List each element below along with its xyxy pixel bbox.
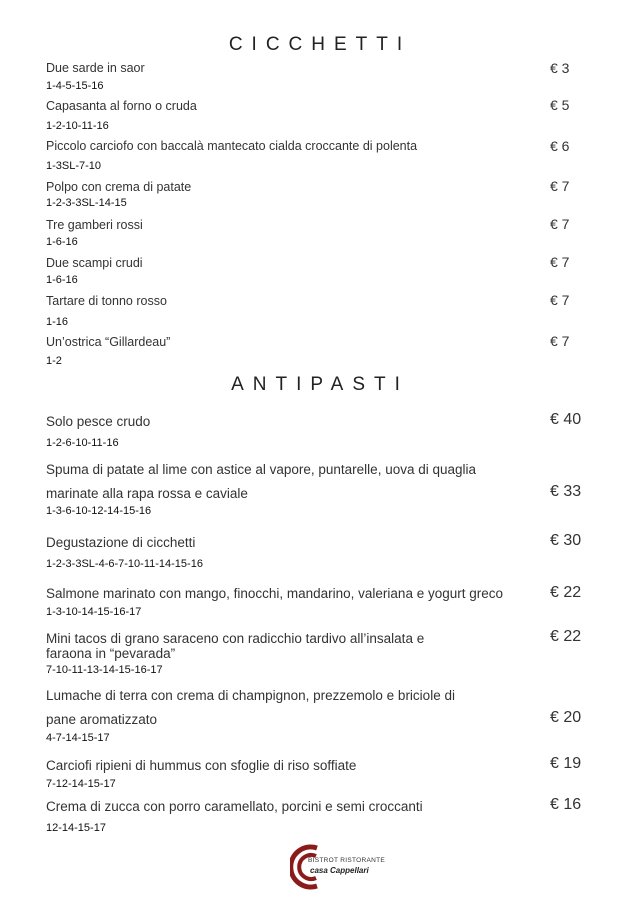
menu-item-allergens: 1-2-10-11-16 bbox=[46, 120, 109, 132]
menu-item-name: Mini tacos di grano saraceno con radicchio tardivo all’insalata e bbox=[46, 631, 425, 646]
menu-item-name: Carciofi ripieni di hummus con sfoglie di riso soffiate bbox=[46, 758, 357, 773]
menu-item-allergens: 1-3-6-10-12-14-15-16 bbox=[46, 505, 152, 517]
menu-item-allergens: 1-2-6-10-11-16 bbox=[46, 437, 119, 449]
menu-item-allergens: 1-4-5-15-16 bbox=[46, 80, 104, 92]
menu-item-allergens: 7-10-11-13-14-15-16-17 bbox=[46, 664, 163, 676]
menu-item-price: € 22 bbox=[550, 628, 582, 645]
menu-item-price: € 16 bbox=[550, 796, 582, 813]
menu-item-allergens: 1-2-3-3SL-4-6-7-10-11-14-15-16 bbox=[46, 558, 203, 570]
menu-item-name-cont: pane aromatizzato bbox=[46, 712, 158, 727]
menu-item-price: € 22 bbox=[550, 584, 582, 601]
menu-item-allergens: 4-7-14-15-17 bbox=[46, 732, 110, 744]
menu-item-price: € 7 bbox=[550, 216, 570, 232]
menu-item-allergens: 1-6-16 bbox=[46, 274, 78, 286]
menu-item-name: Spuma di patate al lime con astice al vapore, puntarelle, uova di quaglia bbox=[46, 462, 477, 477]
menu-item-price: € 40 bbox=[550, 411, 582, 428]
menu-item-allergens: 1-6-16 bbox=[46, 236, 78, 248]
menu-item-name: Crema di zucca con porro caramellato, porcini e semi croccanti bbox=[46, 799, 423, 814]
menu-item-name: Tre gamberi rossi bbox=[46, 218, 143, 232]
menu-item-allergens: 7-12-14-15-17 bbox=[46, 778, 116, 790]
menu-item-name-cont: faraona in “pevarada” bbox=[46, 646, 176, 661]
menu-item-price: € 33 bbox=[550, 483, 582, 500]
menu-item-price: € 5 bbox=[550, 97, 570, 113]
menu-item-allergens: 1-2-3-3SL-14-15 bbox=[46, 197, 127, 209]
menu-item-price: € 20 bbox=[550, 709, 582, 726]
menu-item-name: Salmone marinato con mango, finocchi, mandarino, valeriana e yogurt greco bbox=[46, 586, 504, 601]
logo-line1: BISTROT RISTORANTE bbox=[308, 857, 386, 864]
menu-item-name: Piccolo carciofo con baccalà mantecato cialda croccante di polenta bbox=[46, 139, 418, 153]
menu-item-price: € 7 bbox=[550, 333, 570, 349]
menu-item-price: € 30 bbox=[550, 532, 582, 549]
menu-item-allergens: 1-3SL-7-10 bbox=[46, 160, 102, 172]
section-title-cicchetti: CICCHETTI bbox=[228, 34, 412, 55]
menu-item-allergens: 1-16 bbox=[46, 316, 69, 328]
menu-item-name-cont: marinate alla rapa rossa e caviale bbox=[46, 486, 248, 501]
menu-item-name: Due sarde in saor bbox=[46, 61, 145, 75]
menu-item-name: Polpo con crema di patate bbox=[46, 180, 192, 194]
menu-item-name: Due scampi crudi bbox=[46, 256, 143, 270]
menu-item-allergens: 12-14-15-17 bbox=[46, 822, 106, 834]
menu-item-allergens: 1-3-10-14-15-16-17 bbox=[46, 606, 142, 618]
menu-item-price: € 7 bbox=[550, 178, 570, 194]
menu-item-name: Lumache di terra con crema di champignon, prezzemolo e briciole di bbox=[46, 688, 455, 703]
logo-line2: casa Cappellari bbox=[310, 866, 369, 875]
menu-item-price: € 19 bbox=[550, 755, 582, 772]
menu-item-name: Solo pesce crudo bbox=[46, 414, 151, 429]
menu-item-price: € 6 bbox=[550, 138, 570, 154]
menu-item-price: € 3 bbox=[550, 60, 570, 76]
menu-item-name: Tartare di tonno rosso bbox=[46, 294, 167, 308]
menu-item-name: Capasanta al forno o cruda bbox=[46, 99, 197, 113]
section-title-antipasti: ANTIPASTI bbox=[231, 374, 409, 395]
menu-item-name: Degustazione di cicchetti bbox=[46, 535, 196, 550]
menu-item-allergens: 1-2 bbox=[46, 355, 62, 367]
menu-item-price: € 7 bbox=[550, 254, 570, 270]
restaurant-logo bbox=[290, 842, 386, 892]
menu-item-name: Un’ostrica “Gillardeau” bbox=[46, 335, 171, 349]
menu-item-price: € 7 bbox=[550, 292, 570, 308]
